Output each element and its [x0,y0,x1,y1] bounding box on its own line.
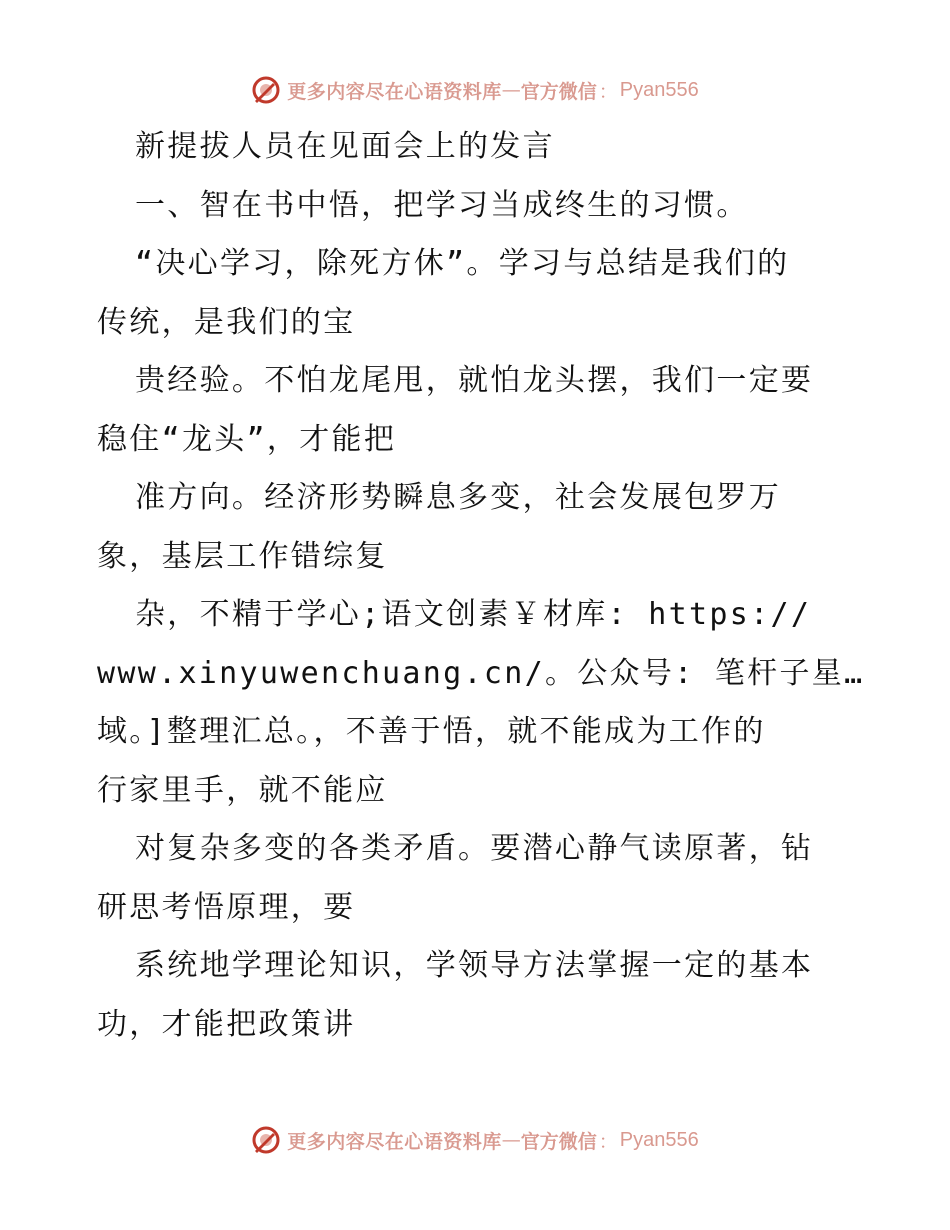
footer-brand-text: 更多内容尽在心语资料库 [287,1130,502,1153]
header-brand-text: 更多内容尽在心语资料库 [287,80,502,103]
paragraph-line: 对复杂多变的各类矛盾。要潜心静气读原著，钻 [135,831,814,866]
paragraph-line: 稳住“龙头”，才能把 [97,421,397,457]
footer-dash: — [501,1129,521,1151]
header-colon: ： [598,80,618,103]
paragraph-line: “决心学习，除死方休”。学习与总结是我们的 [135,246,790,281]
paragraph-line: 行家里手，就不能应 [97,772,388,808]
footer-official-label: 官方微信 [520,1130,597,1153]
paragraph-line: 传统，是我们的宝 [97,304,356,340]
pen-logo-icon [251,1125,281,1155]
paragraph-line: 杂，不精于学心;语文创素￥材库: https:// [135,597,812,632]
paragraph-line: 系统地学理论知识，学领导方法掌握一定的基本 [135,948,814,983]
header-wechat-id: Pyan556 [619,78,699,101]
paragraph-line: 研思考悟原理，要 [97,889,356,925]
header-banner [0,70,950,110]
footer-banner [0,1120,950,1160]
paragraph-line: 象，基层工作错综复 [97,538,388,574]
header-official-label: 官方微信 [520,80,597,103]
document-body [97,118,865,1054]
section-heading: 一、智在书中悟，把学习当成终生的习惯。 [135,187,749,223]
pen-logo-icon [251,75,281,105]
footer-wechat-id: Pyan556 [619,1128,699,1151]
paragraph-line: 域。]整理汇总。，不善于悟，就不能成为工作的 [97,714,766,749]
header-dash: — [501,79,521,101]
document-title: 新提拔人员在见面会上的发言 [135,129,555,164]
footer-colon: ： [598,1130,618,1153]
paragraph-line: 贵经验。不怕龙尾甩，就怕龙头摆，我们一定要 [135,363,814,398]
paragraph-line: 功，才能把政策讲 [97,1006,356,1042]
paragraph-line: www.xinyuwenchuang.cn/。公众号: 笔杆子星… [97,655,865,691]
paragraph-line: 准方向。经济形势瞬息多变，社会发展包罗万 [135,480,781,515]
